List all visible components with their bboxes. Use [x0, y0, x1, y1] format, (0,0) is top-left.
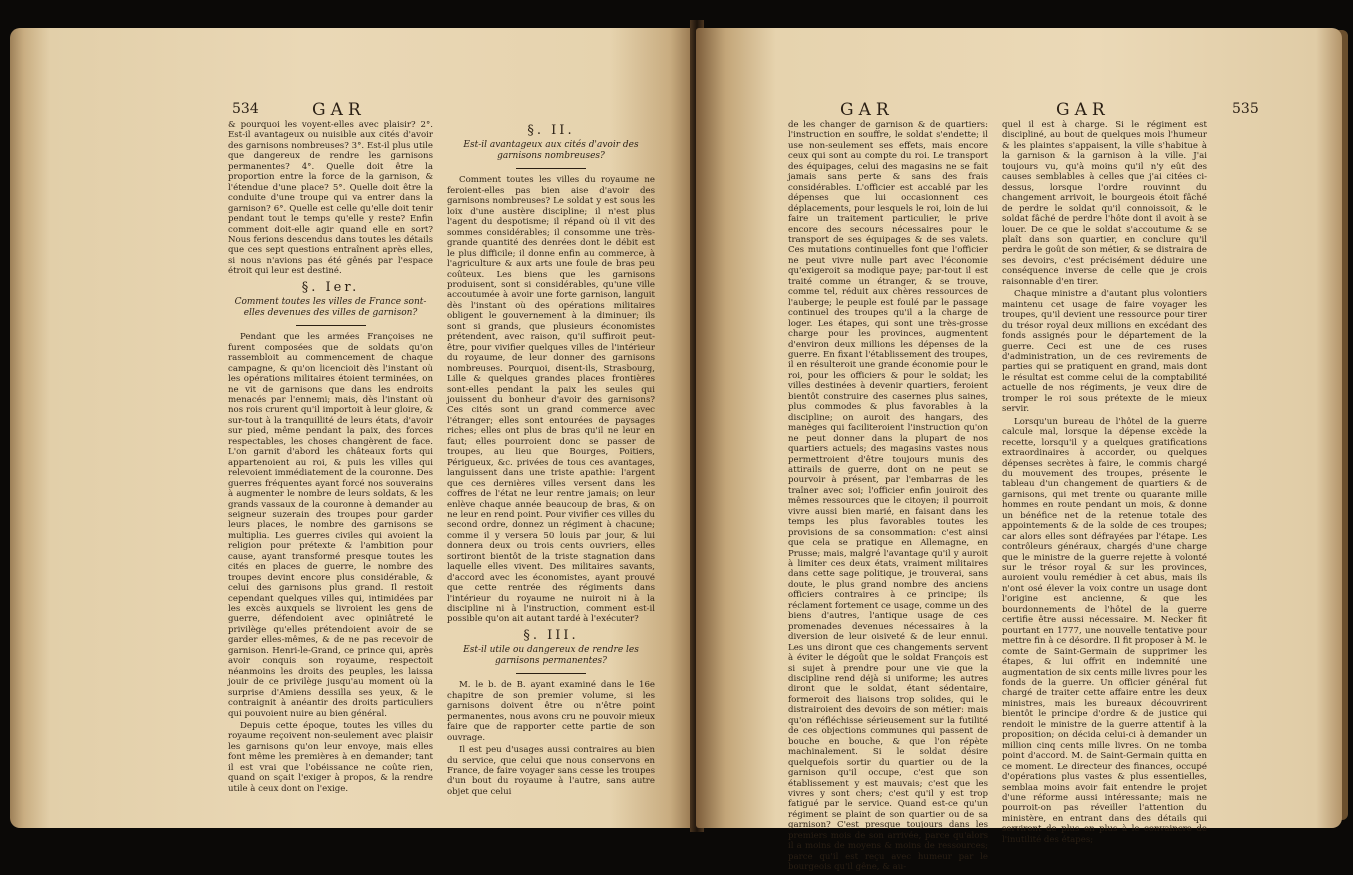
right-column-1	[788, 120, 988, 875]
paragraph: & pourquoi les voyent-elles avec plaisir? 2°. Est-il avantageux ou nuisible aux cités d'avoir des garnisons nombreuses? 3°. Est-il plus utile que dangereux de rendre les garnisons permanentes? 4°. Quelle doit être la proportion entre la force de la garnison, & l'étendue d'une place? 5°. Quelle doit être la conduite d'une troupe qui va entrer dans la garnison? 6°. Quelle est celle qu'elle doit tenir pendant tout le temps qu'elle y reste? Enfin comment doit-elle agir quand elle en sort? Nous ferions descendus dans toutes les détails que ces sept questions entraînent après elles, si nous n'avions pas été gênés par l'espace étroit qui leur est destiné.	[228, 120, 433, 277]
running-head-left: GAR	[312, 100, 366, 120]
section-subtitle: Est-il utile ou dangereux de rendre les garnisons permanentes?	[463, 645, 639, 667]
section-subtitle: Comment toutes les villes de France sont-elles devenues des villes de garnison?	[234, 297, 427, 319]
section-heading: §. II.	[527, 123, 575, 138]
divider	[296, 325, 366, 326]
left-column-1	[228, 120, 433, 796]
paragraph: Chaque ministre a d'autant plus volontiers maintenu cet usage de faire voyager les troupes, qu'il devient une ressource pour tirer du trésor royal deux millions en excédant des fonds assignés pour le département de la guerre. Ceci est une de ces ruses d'administration, un de ces revirements de parties qui se pratiquent en grand, mais dont le résultat est comme celui de la comptabilité actuelle de nos régiments, je veux dire de tromper le roi sous prétexte de le mieux servir.	[1002, 289, 1207, 415]
paragraph: Pendant que les armées Françoises ne furent composées que de soldats qu'on rassembloit au commencement de chaque campagne, & qu'on licencioit dès l'instant où les opérations militaires étoient terminées, on ne vit de garnisons que dans les endroits menacés par l'ennemi; mais, dès l'instant où nos rois crurent qu'il importoit à leur gloire, & sur-tout à la tranquillité de leurs états, d'avoir sur pied, même pendant la paix, des forces respectables, les choses changèrent de face. L'on garnit d'abord les châteaux forts qui appartenoient au roi, & puis les villes qui relevoient immédiatement de la couronne. Des guerres fréquentes ayant forcé nos souverains à augmenter le nombre de leurs soldats, & les grands vassaux de la couronne à demander au seigneur suzerain des troupes pour garder leurs places, le nombre des garnisons se multiplia. Les guerres civiles qui avoient la religion pour prétexte & l'ambition pour cause, ayant transformé presque toutes les cités en places de guerre, le nombre des troupes devint encore plus considérable, & celui des garnisons plus grand. Il restoit cependant quelques villes qui, intimidées par les excès auxquels se livroient les gens de guerre, défendoient avec opiniâtreté le privilège qu'elles prétendoient avoir de se garder elles-mêmes, & de ne pas recevoir de garnison. Henri-le-Grand, ce prince qui, après avoir conquis son royaume, respectoit néanmoins les droits des peuples, les laissa jouir de ce privilège jusqu'au moment où la surprise d'Amiens dessilla ses yeux, & le contraignit à anéantir des droits particuliers qui pouvoient nuire au bien général.	[228, 332, 433, 719]
running-head-right-1: GAR	[840, 100, 894, 120]
right-page	[696, 28, 1342, 873]
paragraph: Depuis cette époque, toutes les villes du royaume reçoivent non-seulement avec plaisir les garnisons qu'on leur envoye, mais elles font même les premières à en demander; tant il est vrai que l'obéissance ne coûte rien, quand on sçait l'exiger à propos, & la rendre utile à ceux dont on l'exige.	[228, 721, 433, 794]
section-heading: §. III.	[523, 627, 579, 643]
paragraph: quel il est à charge. Si le régiment est discipliné, au bout de quelques mois l'humeur & les plaintes s'appaisent, la ville s'habitue à la garnison & la garnison à la ville. J'ai toujours vu, qu'à moins qu'il n'y eût des causes semblables à celles que j'ai citées ci-dessus, lorsque l'ordre rouvinnt du changement arrivoit, le bourgeois étoit fâché de perdre le soldat qu'il connoissoit, & le soldat fâché de perdre l'hôte dont il avoit à se louer. De ce que le soldat s'accoutume & se plaît dans son quartier, en conclure qu'il perdra le goût de son métier, & se distraira de ses devoirs, c'est précisément déduire une conséquence inverse de celle que je crois raisonnable d'en tirer.	[1002, 120, 1207, 287]
paragraph: de les changer de garnison & de quartiers: l'instruction en souffre, le soldat s'endette; il use non-seulement ses effets, mais encore ceux qui sont au compte du roi. Le transport des équipages, celui des magasins ne se fait jamais sans perte & sans des frais considérables. L'officier est accablé par les dépenses que lui occasionnent ces déplacements, pour lesquels le roi, loin de lui faire un traitement particulier, le prive encore des secours nécessaires pour le transport de ses équipages & de ses valets. Ces mutations continuelles font que l'officier ne peut vivre nulle part avec l'économie qu'exigeroit sa modique paye; par-tout il est traité comme un étranger, & se trouve, comme tel, réduit aux chères ressources de l'auberge; le peuple est foulé par le passage continuel des troupes qu'il a la charge de loger. Les étapes, qui sont une très-grosse charge pour les provinces, augmentent d'environ deux millions les dépenses de la guerre. En fixant l'établissement des troupes, il en résulteroit une grande économie pour le roi, pour les officiers & pour le soldat; les villes destinées à devenir quartiers, feroient bientôt construire des casernes plus saines, plus commodes & plus favorables à la discipline; on auroit des hangars, des manèges qui faciliteroient l'instruction qu'on ne peut donner dans la plupart de nos quartiers actuels; des magasins vastes nous permettroient d'être toujours munis des attirails de guerre, dont on ne peut se pourvoir à présent, par l'embarras de les traîner avec soi; l'officier enfin jouiroit des mêmes ressources que le citoyen; il pourroit vivre aussi bien marié, en faisant dans les temps les plus favorables toutes les provisions de sa consommation: c'est ainsi que cela se pratique en Allemagne, en Prusse; mais, malgré l'avantage qu'il y auroit à limiter ces deux états, vraiment militaires dans cette sage politique, je trouverai, sans doute, le plus grand nombre des anciens officiers contraires à ce principe; ils réclament fortement ce usage, comme un des biens d'autres, l'antique usage de ces promenades devenues nécessaires à la diversion de leur oisiveté & de leur ennui. Les uns diront que ces changements servent à éviter le dégoût que le soldat François est si sujet à prendre pour une vie que la discipline rend déjà si uniforme; les autres diront que le soldat, étant sédentaire, formeroit des liaisons trop solides, qui le distrairoient des devoirs de son métier: mais qu'on réfléchisse sérieusement sur la futilité de ces objections communes qui passent de bouche en bouche, & que l'on répète machinalement. Si le soldat désire quelquefois sortir du quartier ou de la garnison qu'il occupe, c'est que son établissement y est mauvais; c'est que les vivres y sont chers; c'est qu'il y est trop fatigué par le service. Quand est-ce qu'un régiment se plaint de son quartier ou de sa garnison? C'est presque toujours dans les premiers mois de son arrivée, parce qu'alors il a moins de moyens & moins de ressources; parce qu'il est reçu avec humeur par le bourgeois qu'il gêne, & au-	[788, 120, 988, 873]
section-subtitle: Est-il avantageux aux cités d'avoir des garnisons nombreuses?	[463, 140, 639, 162]
paragraph: Lorsqu'un bureau de l'hôtel de la guerre calcule mal, lorsque la dépense excède la recette, lorsqu'il y a quelques gratifications extraordinaires à accorder, ou quelques dépenses secrètes à faire, le commis chargé du mouvement des troupes, présente le tableau d'un changement de quartiers & de garnisons, qui met trente ou quarante mille hommes en route pendant un mois, & donne un bénéfice net de la retenue totale des appointements & de la solde de ces troupes; car alors elles sont défrayées par l'étape. Les contrôleurs généraux, chargés d'une charge que le ministre de la guerre rejette à volonté sur le trésor royal & sur les provinces, auroient voulu remédier à cet abus, mais ils n'ont osé élever la voix contre un usage dont l'origine est ancienne, & que les bourdonnements de l'hôtel de la guerre certifie être aussi nécessaire. M. Necker fit pourtant en 1777, une nouvelle tentative pour mettre fin à ce désordre. Il fit proposer à M. le comte de Saint-Germain de supprimer les étapes, & lui offrit en indemnité une augmentation de six cents mille livres pour les fonds de la guerre. Un officier général fut chargé de traiter cette affaire entre les deux ministres, mais les bureaux découvrirent bientôt le principe d'ordre & de justice qui rendoit le ministre de la guerre attentif à la proposition; on décida celui-ci à demander un million cinq cents mille livres. On ne tomba point d'accord. M. de Saint-Germain quitta en ce moment. Le directeur des finances, occupé d'opérations plus vastes & plus essentielles, semblaa moins avoir fait entendre le projet d'une réforme aussi intéressante; mais ne pourroit-on pas réveiller l'attention du ministère, en entrant dans des détails qui serviront de plus en plus à le convaincre de l'inutilité des étapes;	[1002, 416, 1207, 845]
page-number-right: 535	[1232, 101, 1259, 117]
right-column-2	[1002, 120, 1207, 847]
divider	[516, 168, 586, 169]
paragraph: Il est peu d'usages aussi contraires au bien du service, que celui que nous conservons en France, de faire voyager sans cesse les troupes d'un bout du royaume à l'autre, sans autre objet que celui	[447, 745, 655, 797]
page-number-left: 534	[232, 101, 259, 117]
left-page	[10, 28, 698, 828]
section-heading: §. Ier.	[301, 279, 360, 295]
running-head-right-2: GAR	[1056, 100, 1110, 120]
paragraph: M. le b. de B. ayant examiné dans le 16e chapitre de son premier volume, si les garnisons doivent être ou n'être point permanentes, nous avons cru ne pouvoir mieux faire que de rapporter cette partie de son ouvrage.	[447, 680, 655, 743]
divider	[516, 673, 586, 674]
paragraph: Comment toutes les villes du royaume ne feroient-elles pas bien aise d'avoir des garnisons nombreuses? Le soldat y est sous les loix d'une austère discipline; il n'est plus l'agent du despotisme; il répand où il vit des sommes considérables; il consomme une très-grande quantité des denrées dont le débit est le plus difficile; il donne enfin au commerce, à l'agriculture & aux arts une foule de bras peu coûteux. Les biens que les garnisons produisent, sont si considérables, qu'une ville accoutumée à avoir une forte garnison, languit dès l'instant où des opérations militaires obligent le gouvernement à la diminuer; ils sont si grands, que plusieurs économistes prétendent, avec raison, qu'il suffiroit peut-être, pour vivifier quelques villes de l'intérieur du royaume, de leur donner des garnisons nombreuses. Pourquoi, disent-ils, Strasbourg, Lille & quelques grandes places frontières sont-elles pendant la paix les seules qui jouissent du bonheur d'avoir des garnisons? Ces cités sont un grand commerce avec l'étranger; elles sont entourées de paysages riches; elles ont plus de bras qu'il ne leur en faut; elles pourroient donc se passer de troupes, au lieu que Bourges, Poitiers, Périgueux, &c. privées de tous ces avantages, languissent dans une triste apathie: l'argent que ces dernières villes versent dans les coffres de l'état ne leur rentre jamais; on leur enlève chaque année beaucoup de bras, & on ne leur en rend point. Pour vivifier ces villes du second ordre, donnez un régiment à chacune; comme il y versera 50 louis par jour, & lui donnera deux ou trois cents ouvriers, elles sortiront bientôt de la triste stagnation dans laquelle elles vivent. Des militaires savants, d'accord avec les économistes, ayant prouvé que cette rentrée des régiments dans l'intérieur du royaume ne nuiroit ni à la discipline ni à l'instruction, comment est-il possible qu'on ait autant tardé à l'exécuter?	[447, 175, 655, 625]
left-column-2	[447, 120, 655, 799]
